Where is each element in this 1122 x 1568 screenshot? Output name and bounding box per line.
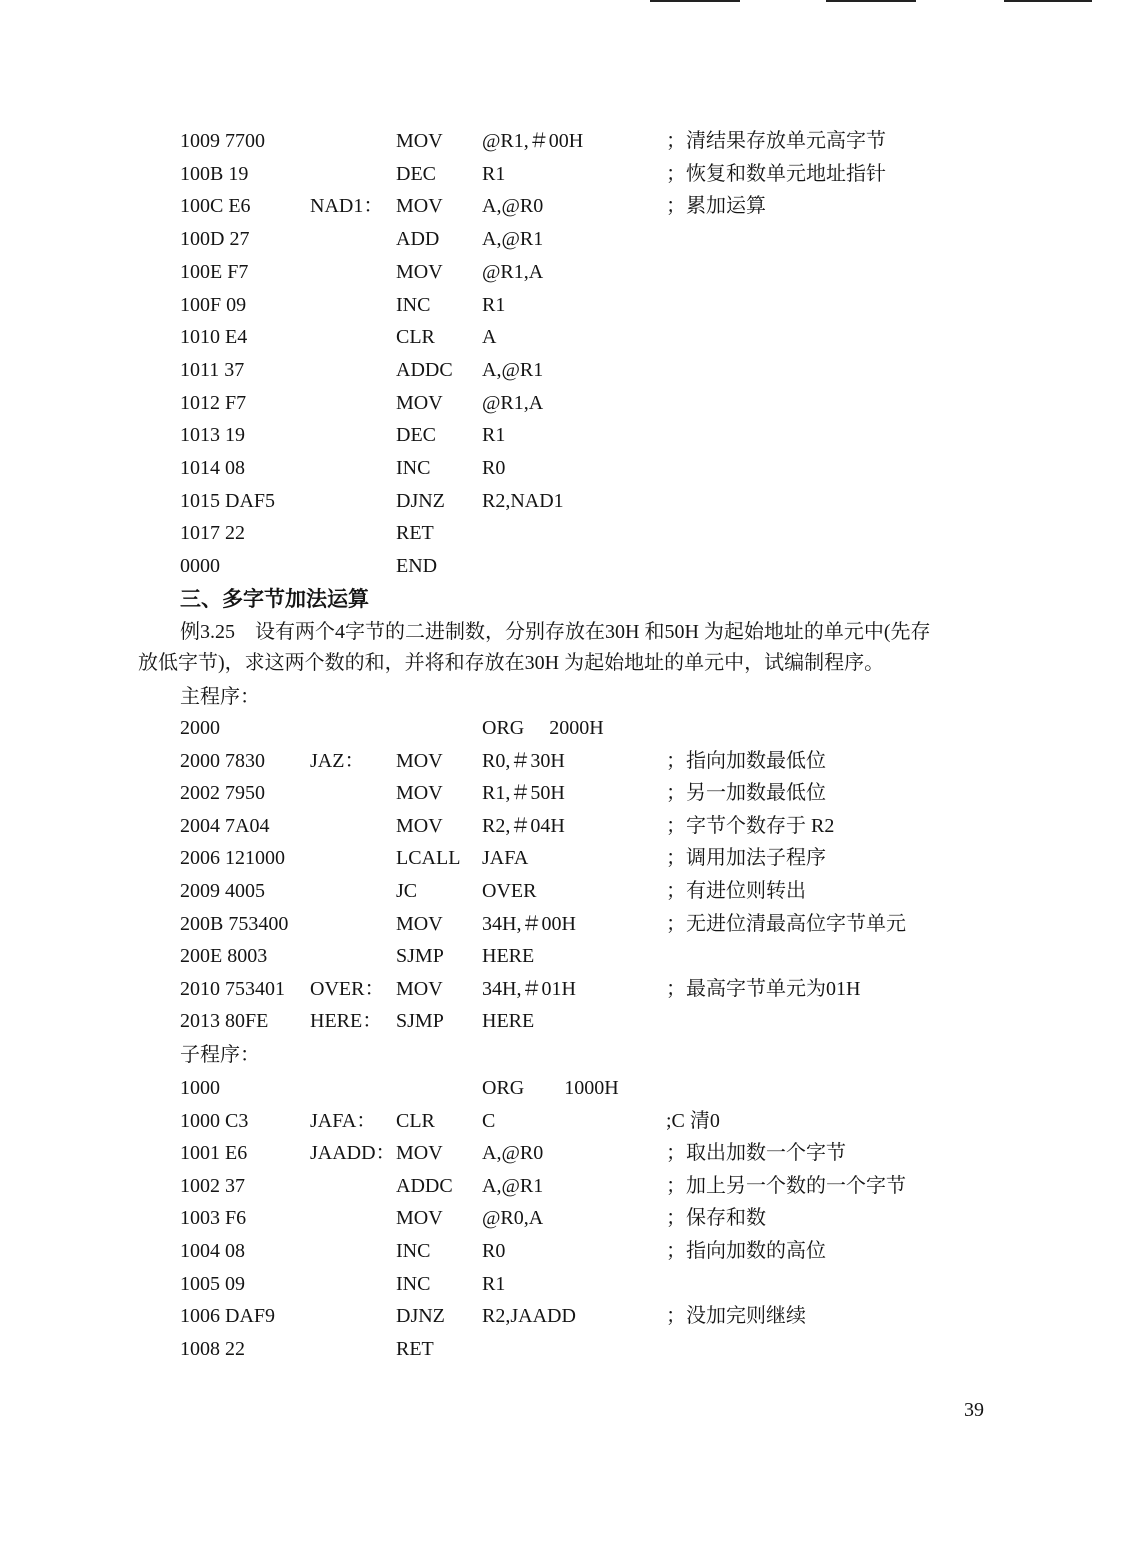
example-line-1: 例3.25 设有两个4字节的二进制数，分别存放在30H 和50H 为起始地址的单元中(先存	[180, 621, 931, 643]
operand-cell: ORG 1000H	[482, 1077, 619, 1099]
address-cell: 2000	[180, 717, 220, 739]
opcode-cell: MOV	[396, 977, 443, 1000]
address-cell: 1015 DAF5	[180, 489, 276, 512]
address-cell: 1012 F7	[180, 391, 247, 414]
operand-cell: R0	[482, 457, 506, 479]
comment-cell: ；取出加数一个字节	[666, 1142, 846, 1165]
address-cell: 2009 4005	[180, 880, 265, 902]
opcode-cell: SJMP	[396, 945, 444, 968]
label-cell: OVER：	[310, 977, 385, 1000]
opcode-cell: RET	[396, 1337, 434, 1360]
opcode-cell: DJNZ	[396, 489, 445, 512]
opcode-cell: DJNZ	[396, 1305, 445, 1328]
comment-cell: ；恢复和数单元地址指针	[666, 162, 886, 185]
code-line	[0, 1138, 1122, 1168]
opcode-cell: DEC	[396, 424, 436, 447]
operand-cell: R2,NAD1	[482, 489, 564, 512]
comment-cell: ；没加完则继续	[666, 1305, 806, 1328]
opcode-cell: MOV	[396, 195, 443, 218]
address-cell: 2010 753401	[180, 977, 285, 1000]
comment-cell: ;C 清0	[666, 1109, 720, 1132]
operand-cell: A	[482, 326, 497, 349]
address-cell: 1002 37	[180, 1174, 245, 1197]
operand-cell: R1	[482, 424, 506, 447]
code-line	[0, 290, 1122, 320]
example-line-2: 放低字节)，求这两个数的和，并将和存放在30H 为起始地址的单元中，试编制程序。	[138, 652, 885, 674]
address-cell: 1013 19	[180, 424, 245, 447]
operand-cell: A,@R1	[482, 228, 544, 251]
address-cell: 0000	[180, 555, 220, 578]
operand-cell: R2,JAADD	[482, 1305, 576, 1328]
code-line	[0, 486, 1122, 516]
operand-cell: R1,＃50H	[482, 782, 565, 805]
opcode-cell: JC	[396, 880, 418, 902]
comment-cell: ；字节个数存于 R2	[666, 814, 835, 837]
address-cell: 1000 C3	[180, 1109, 249, 1132]
opcode-cell: INC	[396, 293, 431, 316]
operand-cell: A,@R1	[482, 1174, 544, 1197]
address-cell: 100F 09	[180, 293, 247, 316]
address-cell: 1003 F6	[180, 1207, 247, 1230]
label-cell: JAADD：	[310, 1142, 396, 1165]
code-line	[0, 420, 1122, 450]
address-cell: 2004 7A04	[180, 814, 270, 837]
address-cell: 1006 DAF9	[180, 1305, 276, 1328]
address-cell: 1008 22	[180, 1337, 245, 1360]
code-line	[0, 1106, 1122, 1136]
opcode-cell: MOV	[396, 1207, 443, 1230]
code-line	[0, 746, 1122, 776]
code-line	[0, 257, 1122, 287]
opcode-cell: LCALL	[396, 847, 461, 870]
code-line	[0, 1203, 1122, 1233]
code-line	[0, 388, 1122, 418]
code-line	[0, 713, 1122, 743]
address-cell: 100C E6	[180, 195, 251, 218]
subroutine-label: 子程序：	[180, 1044, 260, 1066]
code-line	[0, 974, 1122, 1004]
opcode-cell: ADDC	[396, 358, 453, 381]
operand-cell: C	[482, 1109, 496, 1132]
opcode-cell: INC	[396, 1272, 431, 1295]
section-title: 三、多字节加法运算	[180, 587, 369, 611]
opcode-cell: SJMP	[396, 1010, 444, 1033]
opcode-cell: MOV	[396, 260, 443, 283]
address-cell: 1000	[180, 1077, 220, 1099]
comment-cell: ；加上另一个数的一个字节	[666, 1174, 906, 1197]
operand-cell: ORG 2000H	[482, 717, 604, 739]
address-cell: 200E 8003	[180, 945, 268, 968]
operand-cell: R0	[482, 1240, 506, 1262]
operand-cell: R1	[482, 162, 506, 185]
address-cell: 1005 09	[180, 1272, 245, 1295]
opcode-cell: CLR	[396, 326, 435, 349]
opcode-cell: RET	[396, 522, 434, 545]
operand-cell: HERE	[482, 1010, 535, 1033]
address-cell: 2002 7950	[180, 782, 265, 805]
code-line	[0, 1301, 1122, 1331]
comment-cell: ；最高字节单元为01H	[666, 977, 861, 1000]
address-cell: 2013 80FE	[180, 1010, 269, 1033]
top-rule-1	[650, 0, 740, 2]
code-line	[0, 876, 1122, 906]
address-cell: 1017 22	[180, 522, 245, 545]
address-cell: 2000 7830	[180, 749, 265, 772]
code-line	[0, 453, 1122, 483]
operand-cell: R0,＃30H	[482, 749, 565, 772]
opcode-cell: MOV	[396, 782, 443, 805]
address-cell: 100B 19	[180, 162, 249, 185]
code-line	[0, 843, 1122, 873]
opcode-cell: DEC	[396, 162, 436, 185]
code-line	[0, 1171, 1122, 1201]
address-cell: 1010 E4	[180, 326, 248, 349]
operand-cell: 34H,＃00H	[482, 912, 576, 935]
label-cell: JAZ：	[310, 749, 365, 772]
main-program-label: 主程序：	[180, 686, 260, 708]
address-cell: 1004 08	[180, 1240, 245, 1262]
operand-cell: R2,＃04H	[482, 814, 565, 837]
opcode-cell: MOV	[396, 391, 443, 414]
code-line	[0, 811, 1122, 841]
opcode-cell: CLR	[396, 1109, 435, 1132]
page-number: 39	[964, 1399, 984, 1421]
label-cell: JAFA：	[310, 1109, 377, 1132]
label-cell: NAD1：	[310, 195, 384, 218]
opcode-cell: MOV	[396, 130, 443, 152]
operand-cell: JAFA	[482, 847, 529, 870]
code-line	[0, 1334, 1122, 1364]
comment-cell: ；指向加数的高位	[666, 1240, 826, 1262]
address-cell: 100D 27	[180, 228, 250, 251]
address-cell: 1001 E6	[180, 1142, 248, 1165]
opcode-cell: ADDC	[396, 1174, 453, 1197]
comment-cell: ；保存和数	[666, 1207, 766, 1230]
operand-cell: A,@R1	[482, 358, 544, 381]
operand-cell: R1	[482, 293, 506, 316]
address-cell: 1009 7700	[180, 130, 265, 152]
opcode-cell: MOV	[396, 912, 443, 935]
comment-cell: ；有进位则转出	[666, 880, 806, 902]
code-line	[0, 941, 1122, 971]
code-line	[0, 224, 1122, 254]
opcode-cell: END	[396, 555, 438, 578]
operand-cell: @R1,A	[482, 391, 544, 414]
opcode-cell: MOV	[396, 749, 443, 772]
comment-cell: ；指向加数最低位	[666, 749, 826, 772]
code-line	[0, 191, 1122, 221]
top-rule-3	[1004, 0, 1092, 2]
comment-cell: ；调用加法子程序	[666, 847, 826, 870]
address-cell: 1014 08	[180, 457, 245, 479]
opcode-cell: MOV	[396, 1142, 443, 1165]
code-line	[0, 126, 1122, 156]
address-cell: 2006 121000	[180, 847, 285, 870]
code-line	[0, 1236, 1122, 1266]
code-line	[0, 778, 1122, 808]
operand-cell: R1	[482, 1272, 506, 1295]
opcode-cell: INC	[396, 1240, 431, 1262]
opcode-cell: ADD	[396, 228, 440, 251]
code-line	[0, 1073, 1122, 1103]
comment-cell: ；清结果存放单元高字节	[666, 130, 886, 152]
code-line	[0, 909, 1122, 939]
operand-cell: A,@R0	[482, 195, 544, 218]
operand-cell: 34H,＃01H	[482, 977, 576, 1000]
address-cell: 100E F7	[180, 260, 249, 283]
code-line	[0, 322, 1122, 352]
code-line	[0, 518, 1122, 548]
top-rule-2	[826, 0, 916, 2]
label-cell: HERE：	[310, 1010, 383, 1033]
operand-cell: @R1,＃00H	[482, 130, 584, 152]
operand-cell: A,@R0	[482, 1142, 544, 1165]
opcode-cell: MOV	[396, 814, 443, 837]
address-cell: 1011 37	[180, 358, 245, 381]
comment-cell: ；累加运算	[666, 195, 766, 218]
address-cell: 200B 753400	[180, 912, 289, 935]
code-line	[0, 1006, 1122, 1036]
code-line	[0, 551, 1122, 581]
operand-cell: HERE	[482, 945, 535, 968]
opcode-cell: INC	[396, 457, 431, 479]
comment-cell: ；另一加数最低位	[666, 782, 826, 805]
code-line	[0, 159, 1122, 189]
operand-cell: @R1,A	[482, 260, 544, 283]
code-line	[0, 355, 1122, 385]
code-line	[0, 1269, 1122, 1299]
operand-cell: OVER	[482, 880, 537, 902]
comment-cell: ；无进位清最高位字节单元	[666, 912, 906, 935]
operand-cell: @R0,A	[482, 1207, 544, 1230]
